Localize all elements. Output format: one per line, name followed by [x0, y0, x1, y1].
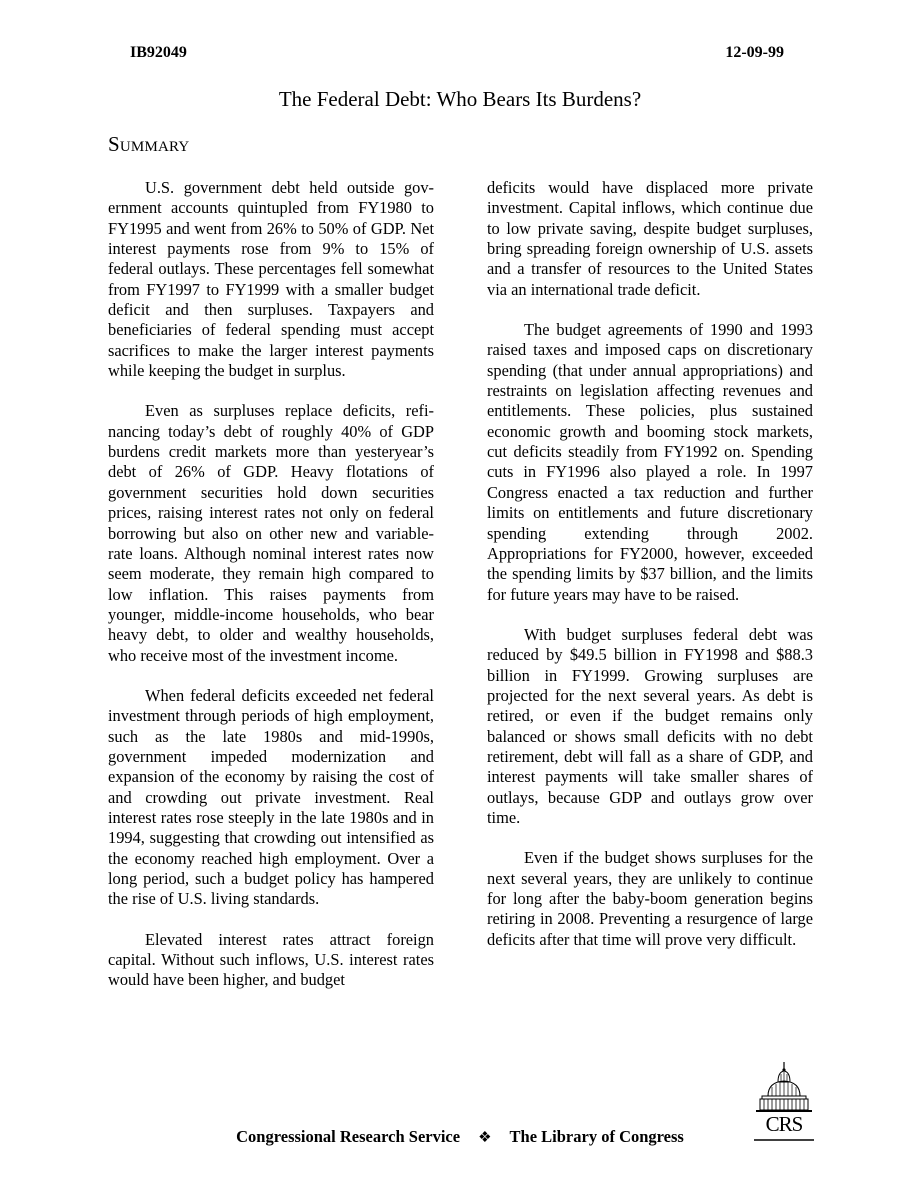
document-date: 12-09-99	[725, 44, 784, 61]
paragraph-foreign-capital-continued: deficits would have displaced more private investment. Capital inflows, which continue due to low private saving, despite budget surpluses, bring spreading foreign ownership of U.S. assets and a transfer of resources to the United States via an international trade deficit.	[487, 178, 813, 299]
paragraph-crowding-out: When federal deficits exceeded net federal investment through periods of high employment, such as the late 1980s and mid-1990s, government impeded modernization and expansion of the economy by raising the cost of and crowding out private investment. Real interest rates rose steeply in the late 1980s and in 1994, suggesting that crowding out intensified as the economy reached high employment. Over a long period, such a budget policy has hampered the rise of U.S. living standards.	[108, 685, 434, 909]
footer-crs-name: Congressional Research Service	[236, 1127, 461, 1146]
paragraph-refinancing: Even as surpluses replace deficits, refinancing today’s debt of roughly 40% of GDP burdens credit markets more than yesteryear’s debt of 26% of GDP. Heavy flotations of government securities hold down securities prices, raising interest rates not only on federal borrowing but also on other new and variable-rate loans. Although nominal interest rates now seem moderate, they remain high compared to low inflation. This raises payments from younger, middle-income households, who bear heavy debt, to older and wealthy households, who receive most of the investment income.	[108, 401, 434, 665]
paragraph-foreign-capital: Elevated interest rates attract foreign capital. Without such inflows, U.S. interest rates would have been higher, and budget	[108, 929, 434, 990]
section-heading-summary: Summary	[108, 132, 190, 156]
paragraph-baby-boom: Even if the budget shows surpluses for the next several years, they are unlikely to continue for long after the baby-boom generation begins retiring in 2008. Preventing a resurgence of large deficits after that time will prove very difficult.	[487, 848, 813, 949]
paragraph-debt-growth: U.S. government debt held outside government accounts quintupled from FY1980 to FY1995 and went from 26% to 50% of GDP. Net interest payments rose from 9% to 15% of federal outlays. These percentages fell somewhat from FY1997 to FY1999 with a smaller budget deficit and then surpluses. Taxpayers and beneficiaries of federal spending must accept sacrifices to make the larger interest payments while keeping the budget in surplus.	[108, 178, 434, 381]
page-title: The Federal Debt: Who Bears Its Burdens?	[278, 87, 642, 111]
footer-library-name: The Library of Congress	[509, 1127, 684, 1146]
paragraph-surpluses: With budget surpluses federal debt was reduced by $49.5 billion in FY1998 and $88.3 billion in FY1999. Growing surpluses are projected for the next several years. As debt is retired, or even if the budget remains only balanced or shows small deficits with no debt retirement, debt will fall as a share of GDP, and interest payments will take smaller shares of outlays, because GDP and outlays grow over time.	[487, 624, 813, 827]
left-text-column	[108, 178, 434, 1011]
document-id: IB92049	[130, 44, 187, 61]
crs-logo-text: CRS	[765, 1112, 803, 1136]
paragraph-budget-agreements: The budget agreements of 1990 and 1993 raised taxes and imposed caps on discretionary spending (that under annual appropriations) and restraints on legislation affecting revenues and entitlements. These policies, plus sustained economic growth and booming stock markets, cut deficits steadily from FY1992 on. Spending cuts in FY1996 also played a role. In 1997 Congress enacted a tax reduction and further limits on entitlements and future discretionary spending extending through 2002. Appropriations for FY2000, however, exceeded the spending limits by $37 billion, and the limits for future years may have to be raised.	[487, 320, 813, 604]
right-text-column	[487, 178, 813, 970]
footer-separator-icon: ❖	[478, 1130, 492, 1146]
